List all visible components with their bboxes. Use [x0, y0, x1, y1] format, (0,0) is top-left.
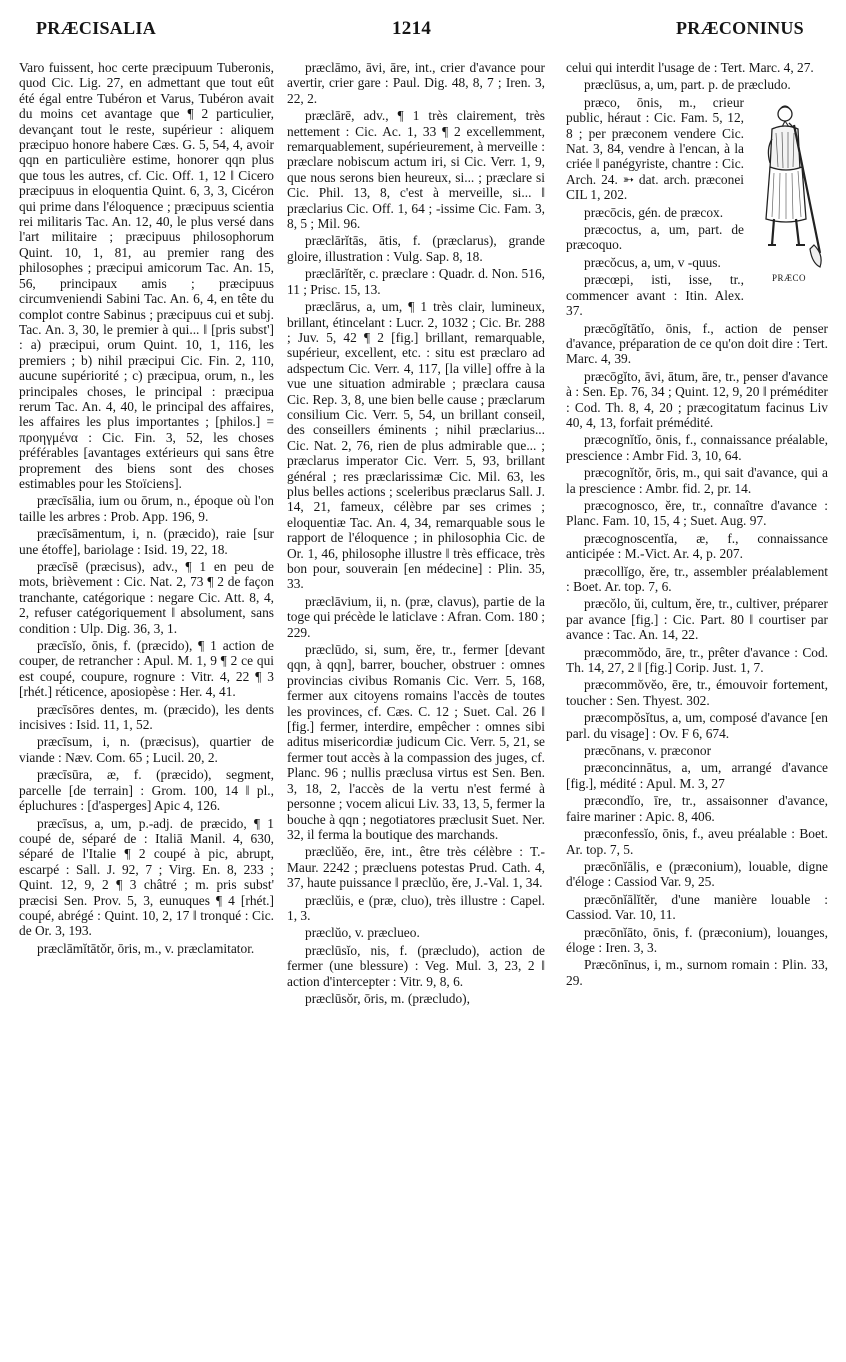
entry-praecolo: præcŏlo, ŭi, cultum, ĕre, tr., cultiver, préparer par avance [fig.] : Cic. Part. 80 ‖ courtiser par avance : Tac. An. 14, 22.	[566, 596, 828, 643]
entry-praeco: præco, ōnis, m., crieur public, héraut : Cic. Fam. 5, 12, 8 ; per præconem vendere Cic. Nat. 3, 84, vendre à l'encan, à la criée ‖ panégyriste, chantre : Cic. Arch. 24. ➳ dat. arch. præconei CIL 1, 202.	[566, 94, 744, 203]
entry-praecludo: præclūdo, si, sum, ĕre, tr., fermer [devant qqn, à qqn], barrer, boucher, obstruer : omnes provincias civibus Romanis Cic. Verr. 5, 168, fermer aux citoyens romains l'accès de toutes les provinces, cf. Cæs. C. 12 ; Suet. Cal. 26 ‖ [fig.] fermer, interdire, empêcher : omnes sibi aditus misericordiæ judicum Cic. Verr. 5, 21, se fermer tout accès à la compassion des juges, cf. Planc. 96 ; nullis præclusa virtus est Sen. Ben. 3, 18, 2, l'accès de la vertu n'est fermé à personne ; vocem alicui Liv. 33, 13, 5, fermer la bouche à qqn ; negotiatores præclusit Suet. Ner. 32, il ferma la boutique des marchands.	[287, 642, 545, 842]
entry-praeclusus: præclūsus, a, um, part. p. de præcludo.	[584, 77, 791, 93]
entry-continued: celui qui interdit l'usage de : Tert. Marc. 4, 27.	[566, 60, 814, 75]
entry-praeclamo: præclāmo, āvi, āre, int., crier d'avance pour avertir, crier gare : Paul. Dig. 48, 8, 7 ; Iren. 3, 22, 2.	[287, 60, 545, 106]
entry-praeclusio: præclūsĭo, nis, f. (præcludo), action de fermer (une blessure) : Veg. Mul. 3, 23, 2 ‖ action d'intercepter : Vitr. 9, 8, 6.	[287, 942, 545, 989]
entry-praecisum: præcīsum, i, n. (præcisus), quartier de viande : Næv. Com. 65 ; Lucil. 20, 2.	[19, 734, 274, 765]
entry-praeclusor: præclūsŏr, ōris, m. (præcludo),	[305, 990, 470, 1006]
entry-praecisores: præcīsōres dentes, m. (præcido), les dents incisives : Isid. 11, 1, 52.	[19, 701, 274, 733]
entry-praecisus: præcīsus, a, um, p.-adj. de præcido, ¶ 1 coupé de, séparé de : Italiā Manil. 4, 630, séparé de l'Italie ¶ 2 coupé à pic, abrupt, escarpé : Sall. J. 92, 7 ; Virg. En. 8, 233 ; Quint. 12, 9, 2 ¶ 3 châtré ; m. pris subst' præcisi Sen. Prov. 5, 3, eunuques ¶ 4 [rhét.] coupé, abrégé : Quint. 10, 2, 17 ‖ tronqué : Cic. de Or. 3, 193.	[19, 815, 274, 939]
entry-praecompositus: præcompŏsĭtus, a, um, composé d'avance [en parl. du visage] : Ov. F 6, 674.	[566, 710, 828, 741]
entry-praecommodo: præcommŏdo, āre, tr., prêter d'avance : Cod. Th. 14, 27, 2 ‖ [fig.] Corip. Just. 1, 7.	[566, 644, 828, 676]
entry-praecoctus: præcoctus, a, um, part. de præcoquo.	[566, 222, 744, 253]
entry-praecocis: præcōcis, gén. de præcox.	[584, 204, 724, 220]
entry-praecognitor: præcognĭtŏr, ōris, m., qui sait d'avance, qui a la prescience : Ambr. fid. 2, pr. 14.	[566, 465, 828, 496]
entry-praecogito: præcōgĭto, āvi, ātum, āre, tr., penser d'avance à : Sen. Ep. 76, 34 ; Quint. 12, 9, 20 ‖ préméditer : Cod. Th. 8, 4, 20 ; præcogitatum facinus Liv 40, 4, 13, forfait prémédité.	[566, 368, 828, 430]
entry-praeconiato: præcōnĭāto, ōnis, f. (præconium), louanges, éloge : Iren. 3, 3.	[566, 924, 828, 955]
entry-praeclueo: præclŭĕo, ēre, int., être très célèbre : T.-Maur. 2242 ; præcluens potestas Prud. Cath. 4, 37, haute puissance ‖ præclŭo, ĕre, J.-Val. 1, 34.	[287, 844, 545, 891]
entry-praeconinus: Præcōnīnus, i, m., surnom romain : Plin. 33, 29.	[566, 957, 828, 988]
entry-praeconcinnatus: præconcinnātus, a, um, arrangé d'avance [fig.], médité : Apul. M. 3, 27	[566, 760, 828, 791]
praeco-figure	[750, 99, 828, 287]
entry-praeclamitator: præclāmĭtātŏr, ōris, m., v. præclamitator.	[37, 940, 255, 956]
entry-praeclarus: præclārus, a, um, ¶ 1 très clair, lumineux, brillant, étincelant : Lucr. 2, 1032 ; Cic. Br. 288 ; Juv. 5, 42 ¶ 2 [fig.] brillant, remarquable, supérieur, excellent, etc. : situ est præclaro ad adspectum Cic. Verr. 4, 117, [la ville] offre à la vue une situation admirable ; præclara causa Cic. Rep. 3, 8, une bien belle cause ; præclarum consilium Cic. Verr. 5, 54, un brillant conseil, des conseillers éminents ; nihil præclarius... Cic. Nat. 2, 76, rien de plus admirable que... ; præclarus imperator Cic. Verr. 5, 93, brillant général ; res præclarissimæ Cic. Mil. 63, les plus belles actions ; sceleribus præclarus Sall. J. 14, 21, fameux, célèbre par ses crimes ; eloquentiæ Tac. An. 4, 34, remarquable sous le rapport de l'éloquence ; in philosophia Cic. de Or. 1, 46, philosophe illustre ‖ très efficace, très bon pour, souverain [en médecine] : Plin. 35, 33.	[287, 299, 545, 592]
entry-praecisamentum: præcīsāmentum, i, n. (præcido), raie [sur une étoffe], bariolage : Isid. 19, 22, 18.	[19, 526, 274, 557]
page-header	[0, 18, 846, 48]
entry-praecoepi: præcœpi, isti, isse, tr., commencer avant : Itin. Alex. 37.	[566, 272, 744, 319]
entry-praecogitatio: præcōgĭtātĭo, ōnis, f., action de penser d'avance, préparation de ce qu'on doit dire : Tert. Marc. 4, 39.	[566, 320, 828, 367]
entry-praecognosco: præcognosco, ĕre, tr., connaître d'avance : Planc. Fam. 10, 15, 4 ; Suet. Aug. 97.	[566, 497, 828, 529]
entry-praecisalia: præcīsālia, ium ou ōrum, n., époque où l'on taille les arbres : Prob. App. 196, 9.	[19, 493, 274, 524]
entry-praecognitio: præcognĭtĭo, ōnis, f., connaissance préalable, prescience : Ambr Fid. 3, 10, 64.	[566, 432, 828, 463]
entry-praecisio: præcīsĭo, ōnis, f. (præcido), ¶ 1 action de couper, de retrancher : Apul. M. 1, 9 ¶ 2 ce qui est coupé, coupure, rognure : Vitr. 4, 22 ¶ 3 [rhét.] réticence, aposiopèse : Her. 4, 41.	[19, 638, 274, 700]
entry-praecluo: præclŭo, v. præclueo.	[305, 925, 420, 941]
entry-praecise: præcīsē (præcisus), adv., ¶ 1 en peu de mots, brièvement : Cic. Nat. 2, 73 ¶ 2 de façon tranchante, catégorique : negare Cic. Att. 8, 4, 2, refuser catégoriquement ‖ absolument, sans condition : Ulp. Dig. 36, 3, 1.	[19, 559, 274, 636]
entry-praeconfessio: præconfessĭo, ōnis, f., aveu préalable : Boet. Ar. top. 7, 5.	[566, 826, 828, 857]
praeco-herald-icon	[752, 99, 826, 271]
entry-praeconialis: præcōnĭālis, e (præconium), louable, digne d'éloge : Cassiod Var. 9, 25.	[566, 858, 828, 890]
column-right	[566, 60, 828, 990]
entry-praeconialiter: præcōnĭālĭtĕr, d'une manière louable : Cassiod. Var. 10, 11.	[566, 891, 828, 923]
entry-praeclariter: præclārĭtĕr, c. præclare : Quadr. d. Non. 516, 11 ; Prisc. 15, 13.	[287, 266, 545, 297]
entry-praeclare: præclārē, adv., ¶ 1 très clairement, très nettement : Cic. Ac. 1, 33 ¶ 2 excellemment, remarquablement, supérieurement, à merveille : præclare nobiscum actum iri, si Cic. Verr. 1, 9, que nous serons bien heureux, si... ; præclare si Cic. Phil. 13, 8, c'est à merveille, si... ‖ præclarius Cic. Off. 1, 64 ; -issime Cic. Fam. 3, 8, 5 ; Mil. 96.	[287, 108, 545, 232]
entry-praecommoveo: præcommŏvĕo, ēre, tr., émouvoir fortement, toucher : Sen. Thyest. 302.	[566, 677, 828, 708]
entry-praecognoscentia: præcognoscentĭa, æ, f., connaissance anticipée : M.-Vict. Ar. 4, p. 207.	[566, 530, 828, 562]
column-left	[19, 60, 274, 958]
running-head-right: PRÆCONINUS	[675, 18, 804, 38]
entry-praecisura: præcīsūra, æ, f. (præcido), segment, parcelle [de terrain] : Grom. 100, 14 ‖ pl., épluchures : [d'asperges] Apic 4, 126.	[19, 767, 274, 814]
page-number: 1214	[392, 18, 432, 39]
entry-praecocus: præcŏcus, a, um, v -quus.	[584, 254, 721, 270]
figure-caption: PRÆCO	[771, 272, 806, 283]
entry-praeclaritas: præclārĭtās, ātis, f. (præclarus), grande gloire, illustration : Vulg. Sap. 8, 18.	[287, 233, 545, 264]
entry-praecondio: præcondĭo, īre, tr., assaisonner d'avance, faire mariner : Apic. 8, 406.	[566, 793, 828, 824]
running-head-left: PRÆCISALIA	[36, 18, 157, 38]
entry-praeconans: præcōnans, v. præconor	[584, 743, 712, 759]
entry-continued: Varo fuissent, hoc certe præcipuum Tuberonis, quod Cic. Lig. 27, en admettant que tout eût été égal entre Tubéron et Varus, Tubéron avait du moins cet avantage que ¶ 2 particulier, devançant tout le reste, supérieur : aliquem præcipuo honore habere Cæs. G. 5, 54, 4, avoir qqn en particulière estime, honorer qqn plus que tous les autres, cf. Cic. Off. 1, 12 ‖ Cicero præcipuus in eloquentia Quint. 6, 3, 3, Cicéron qui prime dans l'éloquence ; præcipuus scientia rei militaris Tac. An. 12, 40, le plus versé dans l'art militaire ; præcipuus philosophorum Quint. 10, 1, 81, au premier rang des philosophes ; præcipui amicorum Tac. An. 15, 56, principaux amis ; præcipuus circumveniendi Sabini Tac. An. 6, 4, en tête du complot contre Sabinus ; præcipuus cui et subj. Tac. An. 3, 30, le premier à qui... ‖ [pris subst'] : a) præcipui, orum Quint. 10, 1, 116, les premiers ; b) nihil præcipui Cic. Fin. 2, 110, aucune supériorité ; c) præcipua, orum, n., les principales choses, le principal : præcipua rerum Tac. An. 4, 40, le principal des affaires, les affaires les plus importantes ; [philos.] = προηγμένα : Cic. Fin. 3, 52, les choses préférables [avantages extérieurs qui sans être proprement des biens sont des choses estimables pour les Stoïciens].	[19, 60, 274, 491]
entry-praecluis: præclŭis, e (præ, cluo), très illustre : Capel. 1, 3.	[287, 892, 545, 923]
column-middle	[287, 60, 545, 1008]
entry-praeclavium: præclāvium, ii, n. (præ, clavus), partie de la toge qui précède le laticlave : Afran. Com. 180 ; 229.	[287, 593, 545, 640]
entry-praecolligo: præcollĭgo, ĕre, tr., assembler préalablement : Boet. Ar. top. 7, 6.	[566, 563, 828, 594]
